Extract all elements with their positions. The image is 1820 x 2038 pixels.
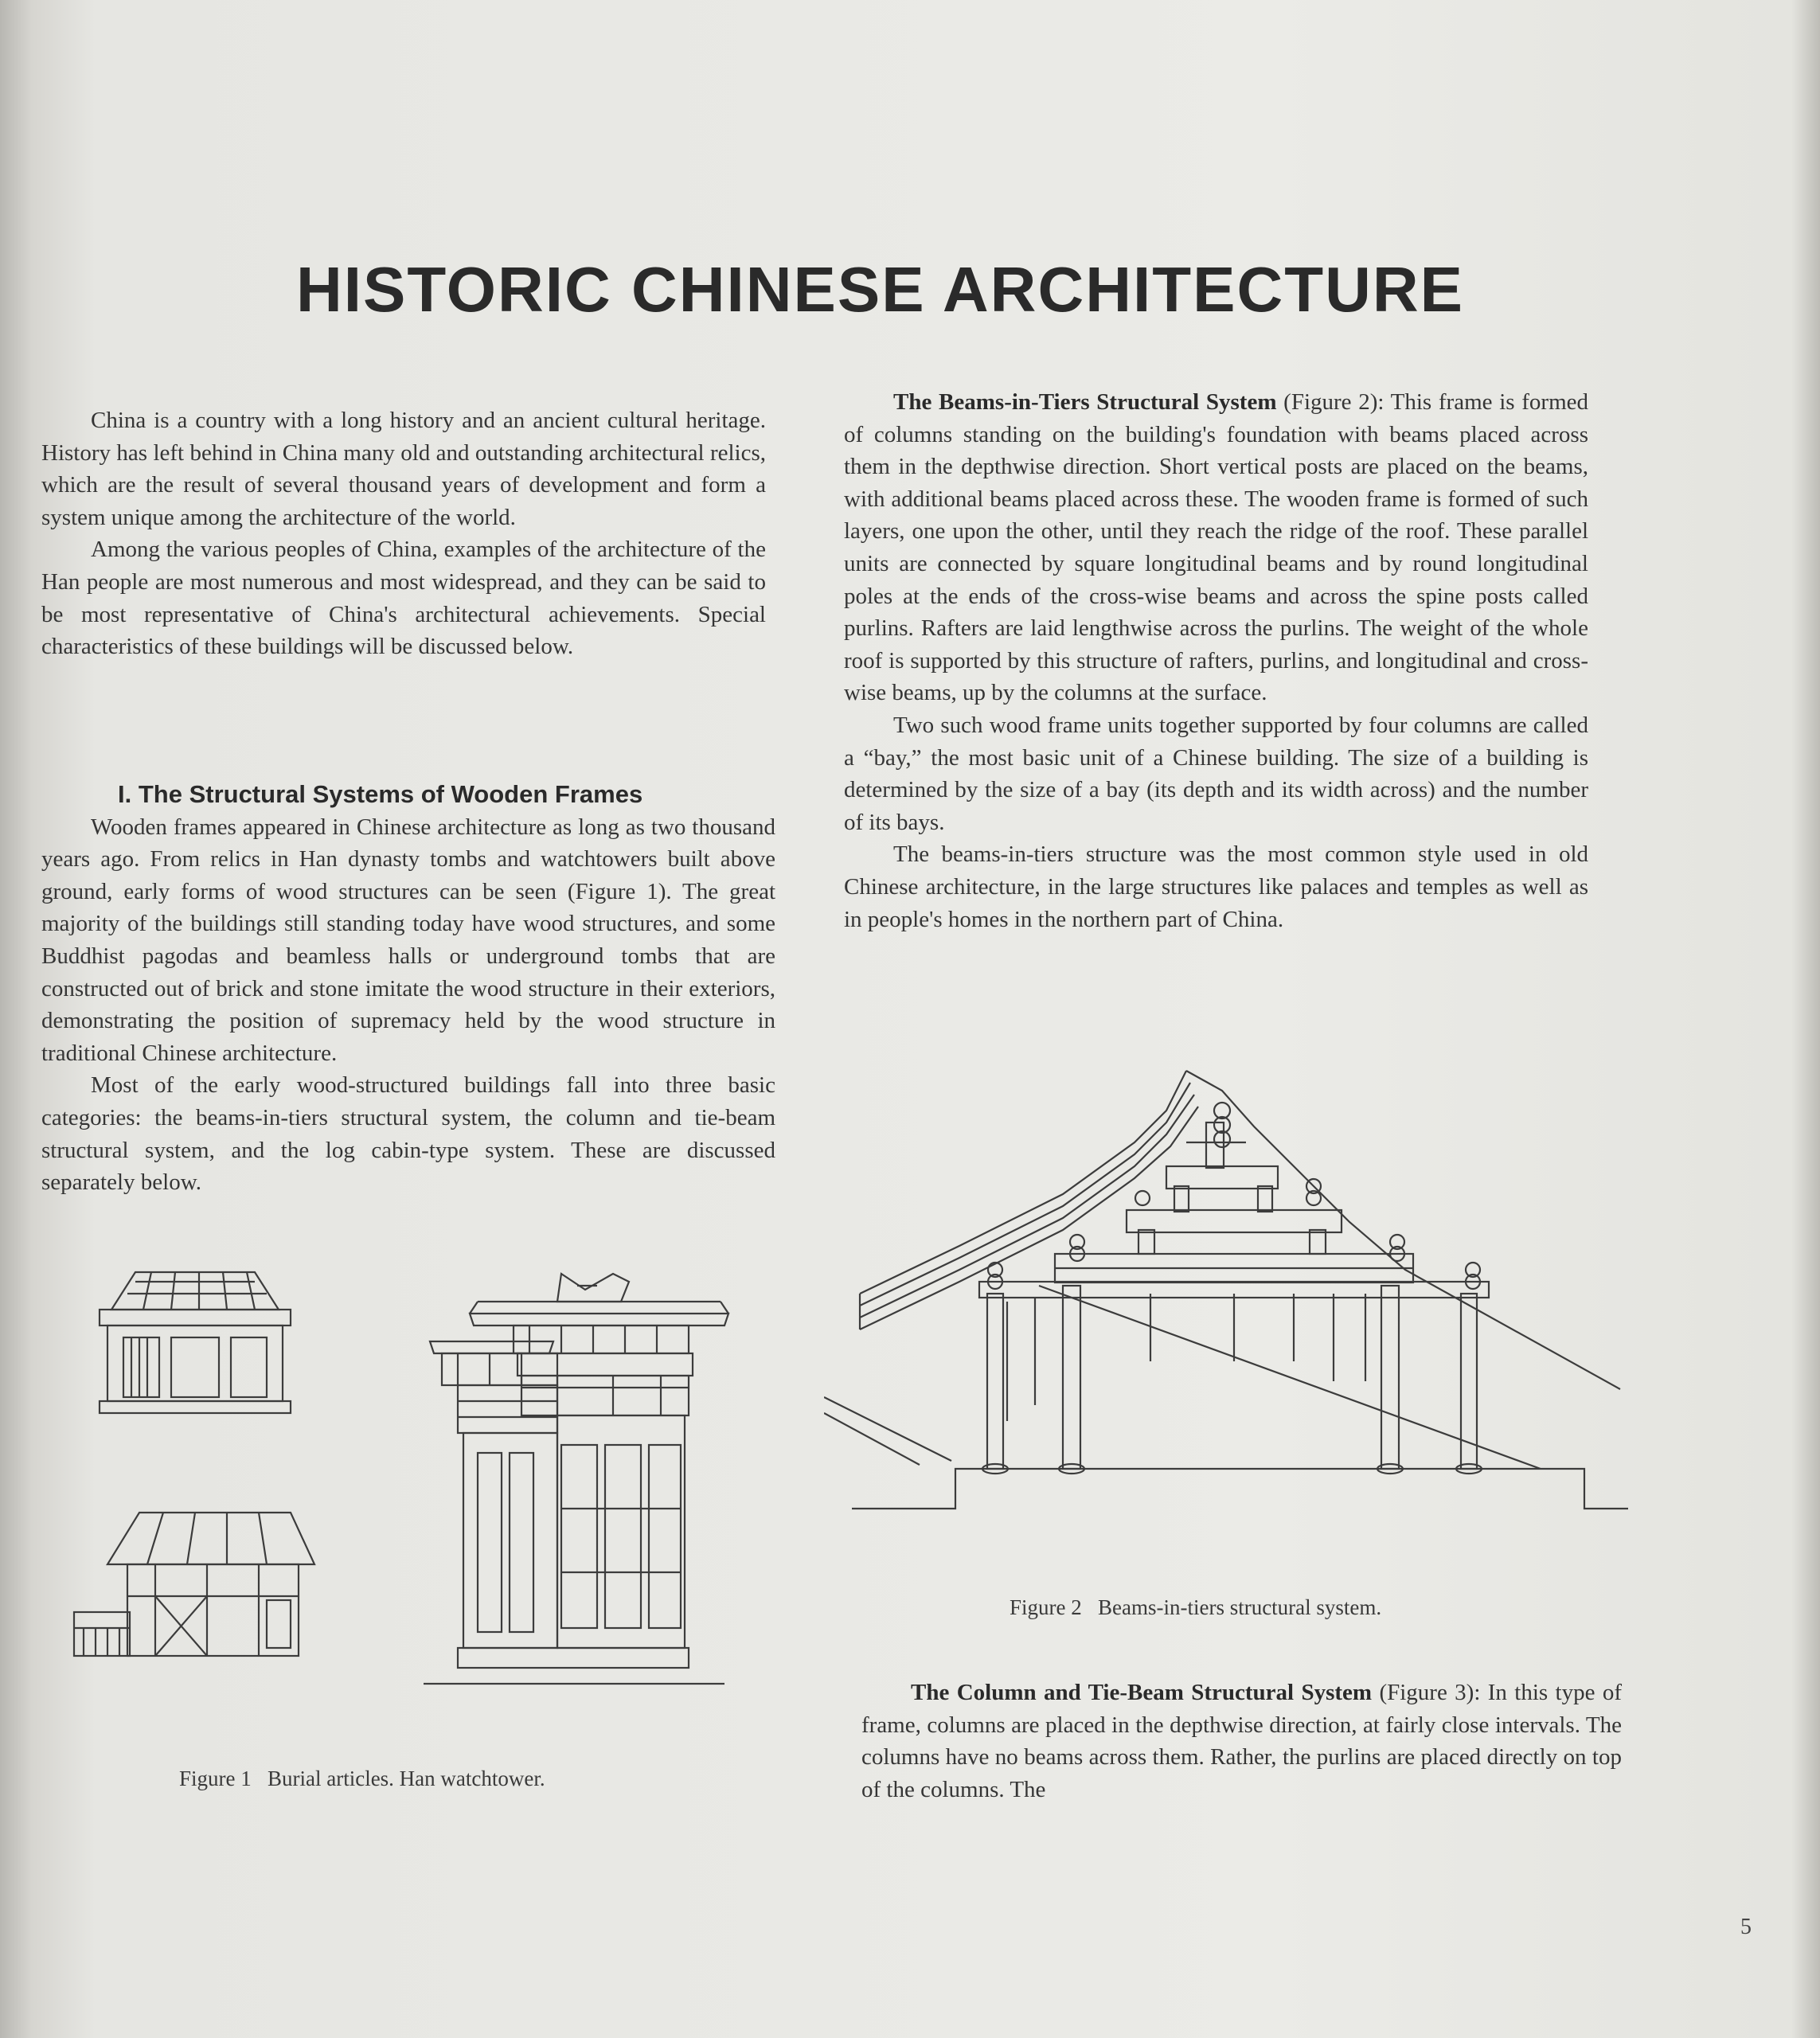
figure-2-caption: Figure 2 Beams-in-tiers structural system. bbox=[1010, 1595, 1382, 1619]
right-column-lower bbox=[861, 1677, 1622, 1806]
beams-paragraph-3: The beams-in-tiers structure was the most common style used in old Chinese architecture, in the large structures like palaces and temples as well as in people's homes in the northern part of China. bbox=[844, 841, 1588, 932]
page-title: HISTORIC CHINESE ARCHITECTURE bbox=[296, 254, 1464, 325]
left-column bbox=[41, 404, 766, 663]
intro-paragraph-1: China is a country with a long history and an ancient cultural heritage. History has left behind in China many old and outstanding architectural relics, which are the result of several thousand years of development and form a system unique among the architecture of the world. bbox=[41, 408, 766, 530]
column-paragraph-1-text: (Figure 3): In this type of frame, columns are placed in the depthwise direction, at fairly close intervals. The columns have no beams across them. Rather, the purlins are placed directly on top of the columns. The bbox=[861, 1680, 1622, 1802]
page-number: 5 bbox=[1740, 1915, 1752, 1939]
figure-1-han-watchtower bbox=[422, 1270, 732, 1692]
beams-heading: The Beams-in-Tiers Structural System bbox=[893, 389, 1277, 415]
figure-2-beams-in-tiers-diagram bbox=[824, 1055, 1636, 1525]
section-paragraph-2: Most of the early wood-structured buildings fall into three basic categories: the beams-in-tiers structural system, the column and tie-beam structural system, and the log cabin-type system. These are discussed separately below. bbox=[41, 1072, 775, 1196]
column-heading: The Column and Tie-Beam Structural System bbox=[911, 1680, 1373, 1705]
section-paragraph-1: Wooden frames appeared in Chinese architecture as long as two thousand years ago. From relics in Han dynasty tombs and watchtowers built above ground, early forms of wood structures can be seen (Figure 1). The great majority of the buildings still standing today have wood structures, and some Buddhist pagodas and beamless halls or underground tombs that are constructed out of brick and stone imitate the wood structure in their exteriors, demonstrating the position of supremacy held by the wood structure in traditional Chinese architecture. bbox=[41, 814, 775, 1066]
intro-paragraph-2: Among the various peoples of China, examples of the architecture of the Han people are most numerous and most widespread, and they can be said to be most representative of China's architectural achievements. Special characteristics of these buildings will be discussed below. bbox=[41, 537, 766, 660]
beams-paragraph-2: Two such wood frame units together supported by four columns are called a “bay,” the most basic unit of a Chinese building. The size of a building is determined by the size of a bay (its depth and its width across) and the number of its bays. bbox=[844, 712, 1588, 835]
figure-1-caption: Figure 1 Burial articles. Han watchtower. bbox=[179, 1767, 545, 1790]
beams-paragraph-1 bbox=[844, 386, 1588, 709]
column-paragraph-1 bbox=[861, 1677, 1622, 1806]
figure-1-house-model-bottom bbox=[68, 1509, 322, 1668]
left-column-section bbox=[41, 779, 775, 1199]
figure-1-house-model-top bbox=[88, 1266, 303, 1417]
right-column bbox=[844, 386, 1588, 935]
section-heading: I. The Structural Systems of Wooden Frames bbox=[118, 780, 643, 808]
beams-paragraph-1-text: (Figure 2): This frame is formed of columns standing on the building's foundation with beams placed across them in the depthwise direction. Short vertical posts are placed on the beams, with additional beams placed across these. The wooden frame is formed of such layers, one upon the other, until they reach the ridge of the roof. These parallel units are connected by square longitudinal beams and by round longitudinal poles at the ends of the cross-wise beams and across the spine posts called purlins. Rafters are laid lengthwise across the purlins. The weight of the whole roof is supported by this structure of rafters, purlins, and longitudinal and cross-wise beams, up by the columns at the surface. bbox=[844, 389, 1588, 706]
